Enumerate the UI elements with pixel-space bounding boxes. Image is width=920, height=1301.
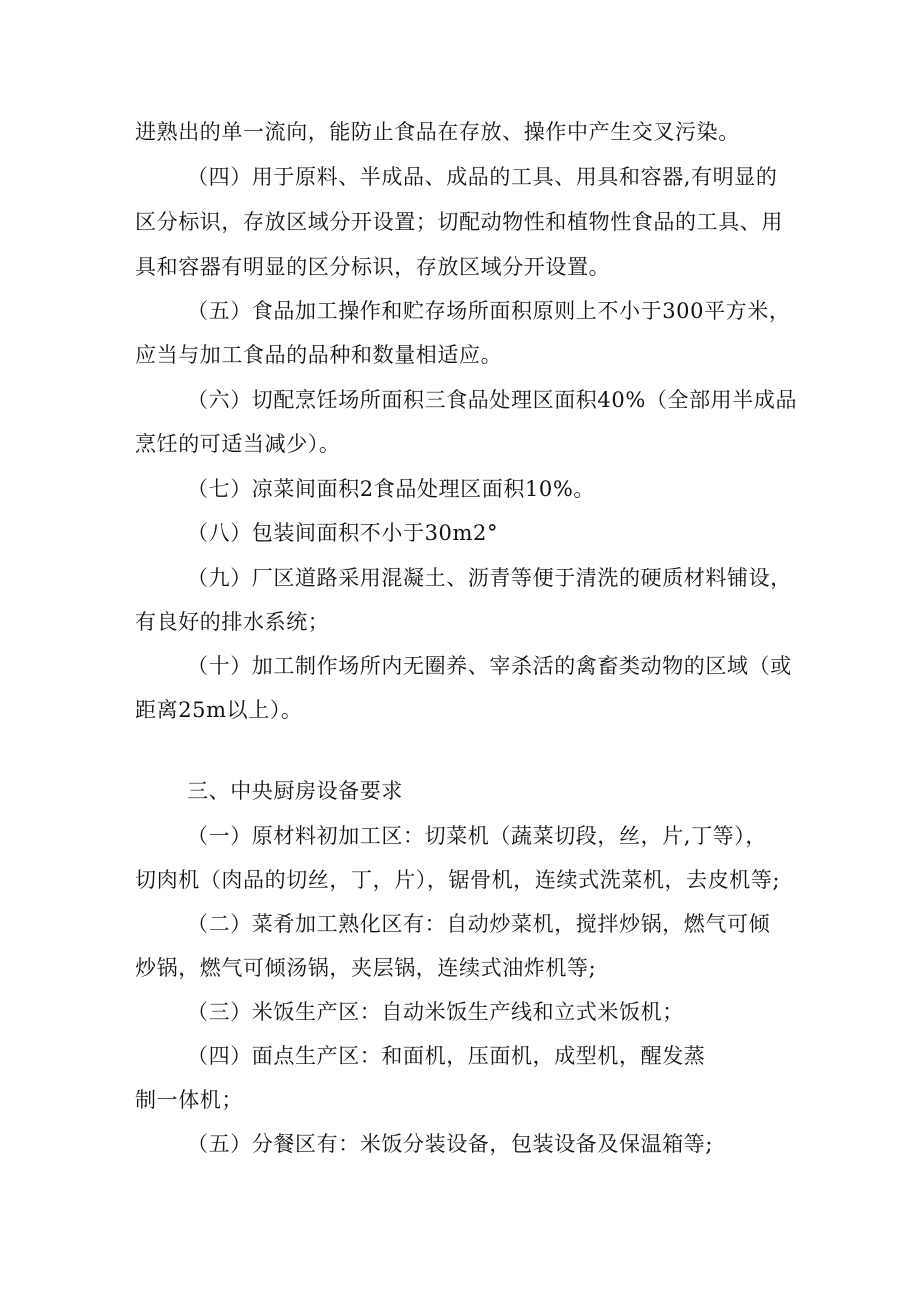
- paragraph-line: 进熟出的单一流向，能防止食品在存放、操作中产生交叉污染。: [135, 120, 740, 144]
- paragraph-line: （四）用于原料、半成品、成品的工具、用具和容器,有明显的: [187, 165, 778, 189]
- paragraph-line: 切肉机（肉品的切丝，丁，片），锯骨机，连续式洗菜机，去皮机等;: [135, 868, 781, 892]
- paragraph-line: （五）食品加工操作和贮存场所面积原则上不小于300平方米，: [187, 299, 791, 323]
- paragraph-line: （三）米饭生产区：自动米饭生产线和立式米饭机；: [187, 1000, 684, 1024]
- paragraph-line: （七）凉菜间面积2食品处理区面积10%。: [187, 477, 596, 501]
- paragraph-line: 距离25m以上）。: [135, 698, 303, 722]
- paragraph-line: 炒锅，燃气可倾汤锅，夹层锅，连续式油炸机等;: [135, 956, 597, 980]
- paragraph-line: （二）菜肴加工熟化区有：自动炒菜机，搅拌炒锅，燃气可倾: [187, 912, 771, 936]
- paragraph-line: （六）切配烹饪场所面积三食品处理区面积40%（全部用半成品: [187, 388, 798, 412]
- paragraph-line: （八）包装间面积不小于30m2°: [187, 521, 499, 545]
- paragraph-line: 具和容器有明显的区分标识，存放区域分开设置。: [135, 255, 611, 279]
- paragraph-line: 应当与加工食品的品种和数量相适应。: [135, 343, 503, 367]
- paragraph-line: 烹饪的可适当减少）。: [135, 432, 341, 456]
- paragraph-line: 制一体机；: [135, 1088, 243, 1112]
- paragraph-line: 有良好的排水系统；: [135, 610, 330, 634]
- section-heading: 三、中央厨房设备要求: [187, 779, 403, 803]
- paragraph-line: （十）加工制作场所内无圈养、宰杀活的禽畜类动物的区域（或: [187, 654, 792, 678]
- paragraph-line: （九）厂区道路采用混凝土、沥青等便于清洗的硬质材料铺设，: [187, 566, 792, 590]
- paragraph-line: （五）分餐区有：米饭分装设备，包装设备及保温箱等;: [187, 1132, 714, 1156]
- paragraph-line: 区分标识，存放区域分开设置；切配动物性和植物性食品的工具、用: [135, 210, 783, 234]
- paragraph-line: （一）原材料初加工区：切菜机（蔬菜切段，丝，片,丁等），: [187, 824, 767, 848]
- paragraph-line: （四）面点生产区：和面机，压面机，成型机，醒发蒸: [187, 1044, 706, 1068]
